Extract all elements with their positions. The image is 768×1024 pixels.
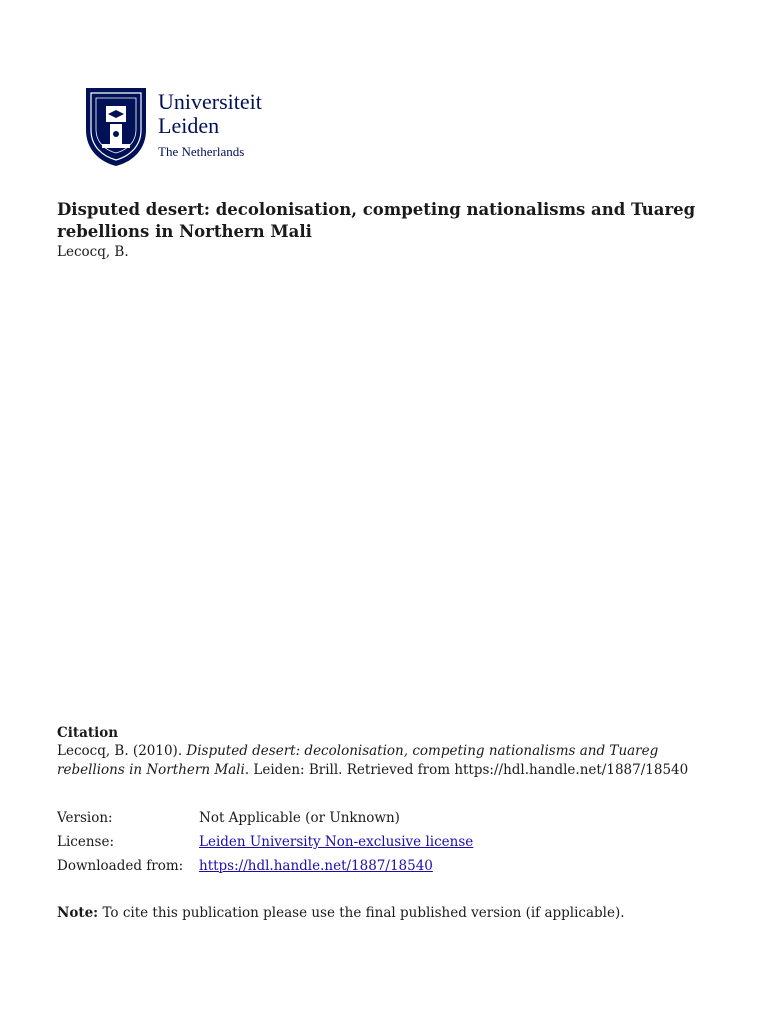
university-seal-icon [80, 84, 152, 168]
license-row [57, 833, 473, 851]
university-logo [80, 84, 262, 168]
logo-line-leiden: Leiden [158, 113, 220, 138]
citation-suffix: . Leiden: Brill. Retrieved from https://hdl.handle.net/1887/18540 [244, 762, 689, 778]
document-author: Lecocq, B. [57, 244, 129, 260]
downloaded-row [57, 857, 433, 875]
version-row [57, 809, 400, 827]
citation-note [57, 904, 625, 922]
version-value: Not Applicable (or Unknown) [199, 810, 400, 826]
license-label: License: [57, 834, 114, 850]
license-link[interactable]: Leiden University Non-exclusive license [199, 834, 474, 850]
citation-prefix: Lecocq, B. (2010). [57, 743, 187, 759]
note-label: Note: [57, 905, 99, 921]
note-text: To cite this publication please use the final published version (if applicable). [98, 905, 625, 921]
version-label: Version: [57, 810, 113, 826]
handle-link[interactable]: https://hdl.handle.net/1887/18540 [199, 858, 433, 874]
downloaded-label: Downloaded from: [57, 858, 184, 874]
logo-wordmark [158, 90, 262, 162]
citation-heading: Citation [57, 725, 119, 741]
citation-text [57, 742, 717, 780]
document-title: Disputed desert: decolonisation, competing nationalisms and Tuareg rebellions in Northern Mali [57, 200, 696, 241]
logo-line-universiteit: Universiteit [158, 89, 262, 114]
logo-line-netherlands: The Netherlands [158, 144, 245, 159]
citation-italic-title: Disputed desert: decolonisation, competing nationalisms and Tuareg rebellions in Northern Mali [57, 743, 659, 778]
